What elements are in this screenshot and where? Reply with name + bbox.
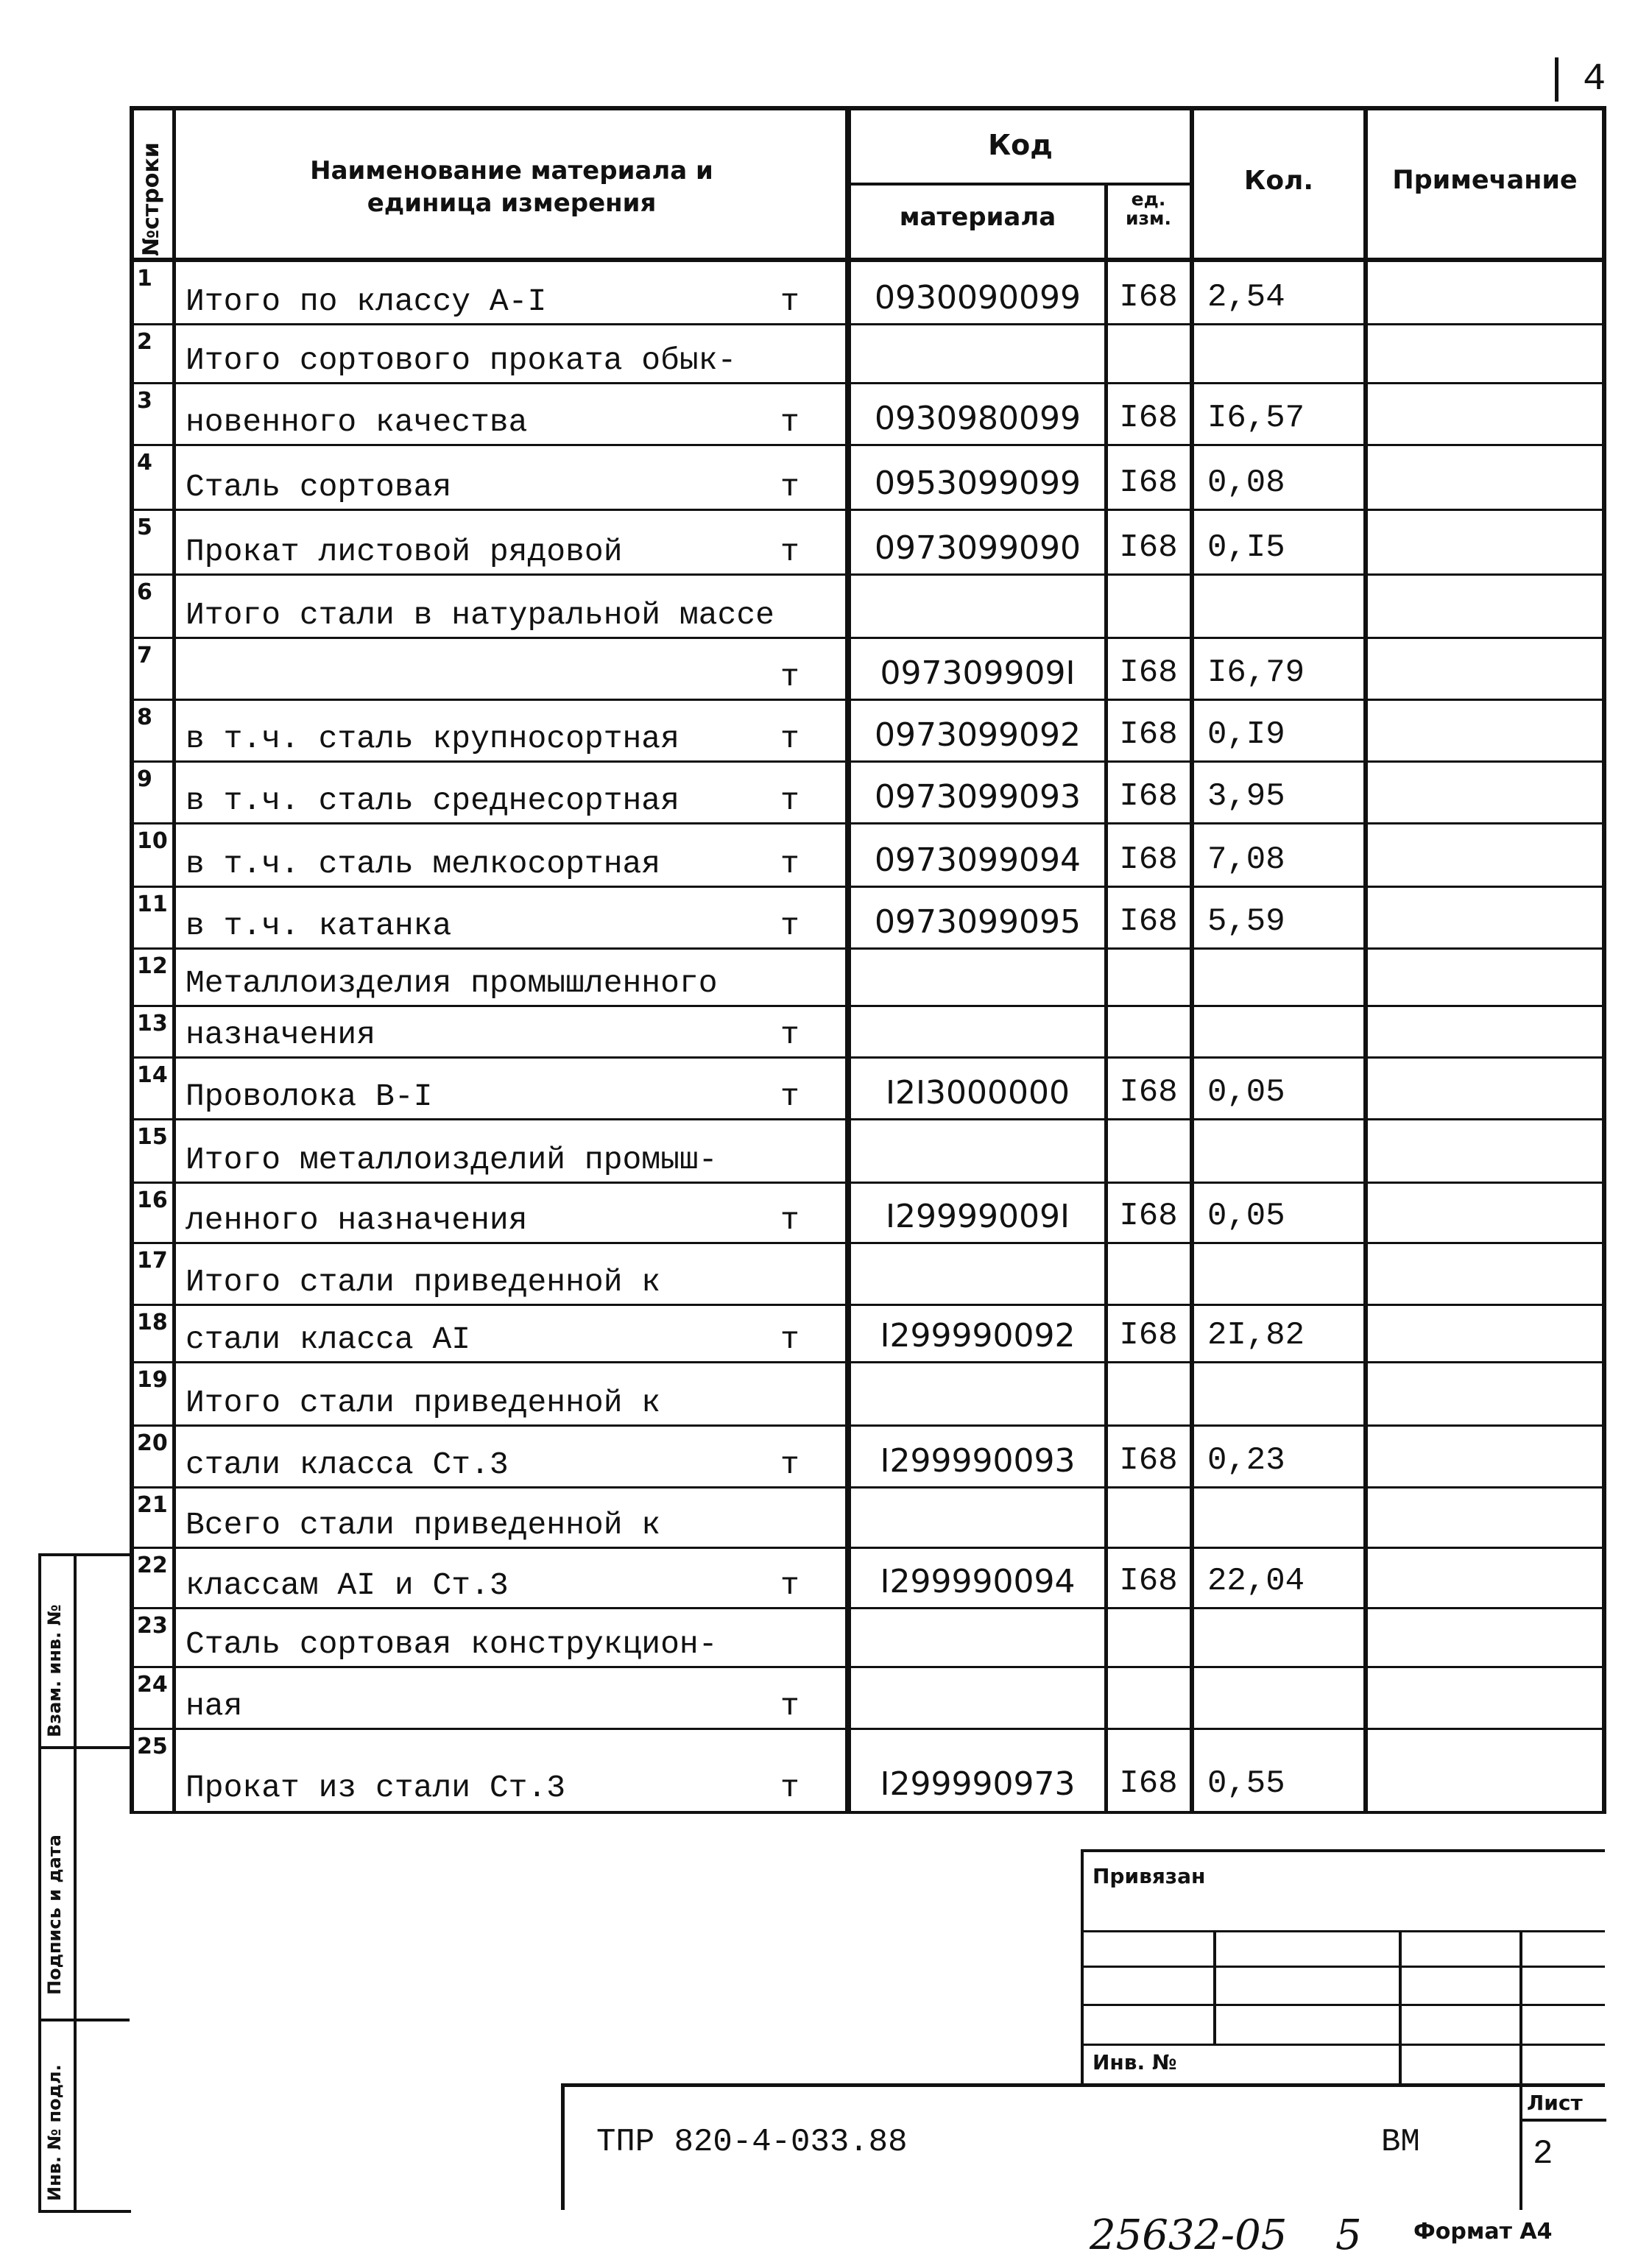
row-divider	[130, 886, 1606, 888]
row-number: 25	[137, 1734, 168, 1759]
privyazan-label: Привязан	[1092, 1864, 1206, 1888]
row-name: Итого металлоизделий промыш-	[186, 1142, 718, 1178]
row-number: 10	[137, 828, 168, 854]
row-number: 24	[137, 1672, 168, 1698]
row-unit-code: I68	[1119, 716, 1178, 753]
corner-mark: 4	[1583, 57, 1606, 101]
row-number: 15	[137, 1124, 168, 1150]
row-divider	[130, 382, 1606, 384]
row-number: 16	[137, 1187, 168, 1213]
row-divider	[130, 1607, 1606, 1609]
row-unit: т	[780, 659, 799, 695]
row-material-code: 0973099093	[875, 778, 1081, 816]
row-divider	[130, 1304, 1606, 1306]
row-material-code: I29999009I	[886, 1198, 1070, 1235]
row-number: 3	[137, 388, 152, 414]
row-material-code: 0930980099	[875, 400, 1081, 437]
row-name: стали класса АI	[186, 1321, 471, 1357]
row-unit-code: I68	[1119, 1198, 1178, 1235]
row-number: 8	[137, 705, 152, 730]
row-unit-code: I68	[1119, 1317, 1178, 1354]
row-unit: т	[780, 1688, 799, 1724]
row-number: 14	[137, 1062, 168, 1088]
code-material-header: материала	[899, 202, 1056, 232]
row-material-code: 0973099090	[875, 529, 1081, 567]
row-unit-code: I68	[1119, 654, 1178, 691]
row-number: 20	[137, 1430, 168, 1456]
row-unit: т	[780, 1321, 799, 1357]
row-name: Итого стали приведенной к	[186, 1264, 661, 1300]
row-divider	[130, 1547, 1606, 1549]
row-divider	[130, 1182, 1606, 1184]
row-unit: т	[780, 283, 799, 319]
row-material-code: 0973099094	[875, 841, 1081, 879]
row-name: Проволока В-I	[186, 1078, 433, 1115]
row-name: назначения	[186, 1017, 376, 1053]
sheet-label: Лист	[1527, 2091, 1583, 2115]
signature-date-label: Подпись и дата	[44, 1835, 65, 1995]
row-number: 5	[137, 515, 152, 540]
row-number: 23	[137, 1613, 168, 1639]
row-name: стали класса Ст.3	[186, 1447, 509, 1483]
row-quantity: 2,54	[1207, 279, 1285, 316]
row-divider	[130, 1242, 1606, 1244]
row-name: Итого стали приведенной к	[186, 1385, 661, 1421]
row-quantity: 2I,82	[1207, 1317, 1305, 1354]
row-unit-code: I68	[1119, 778, 1178, 815]
row-number: 11	[137, 891, 168, 917]
row-number: 4	[137, 450, 152, 476]
row-name: Итого по классу А-I	[186, 283, 547, 319]
row-name: в т.ч. сталь крупносортная	[186, 721, 679, 757]
row-material-code: I299990093	[880, 1442, 1076, 1480]
row-number: 6	[137, 579, 152, 605]
row-number: 13	[137, 1011, 168, 1037]
corner-bar	[1555, 57, 1559, 102]
name-column-header: Наименование материала и единица измерения	[310, 156, 713, 218]
sheet-mark: 5	[1335, 2211, 1362, 2259]
row-unit: т	[780, 1078, 799, 1115]
row-unit: т	[780, 469, 799, 505]
row-name: ленного назначения	[186, 1202, 528, 1238]
row-number: 18	[137, 1310, 168, 1335]
row-divider	[130, 1728, 1606, 1730]
row-unit: т	[780, 1017, 799, 1053]
row-unit-code: I68	[1119, 1765, 1178, 1802]
row-material-code: 0930090099	[875, 279, 1081, 317]
row-divider	[130, 760, 1606, 763]
row-unit: т	[780, 1447, 799, 1483]
row-divider	[130, 1361, 1606, 1363]
row-quantity: 22,04	[1207, 1563, 1305, 1600]
row-divider	[130, 573, 1606, 576]
row-divider	[130, 1424, 1606, 1427]
code-unit-header: ед. изм.	[1126, 188, 1171, 229]
row-unit-code: I68	[1119, 529, 1178, 566]
row-number: 17	[137, 1248, 168, 1274]
row-unit: т	[780, 846, 799, 882]
qty-column-header: Кол.	[1243, 166, 1314, 196]
row-quantity: 0,23	[1207, 1442, 1285, 1479]
row-quantity: I6,57	[1207, 400, 1305, 437]
row-material-code: I299990973	[880, 1765, 1076, 1803]
row-divider	[130, 947, 1606, 950]
row-quantity: 0,05	[1207, 1198, 1285, 1235]
row-number-header: №строки	[138, 142, 164, 256]
row-unit-code: I68	[1119, 1442, 1178, 1479]
row-name: Металлоизделия промышленного	[186, 965, 718, 1001]
row-quantity: I6,79	[1207, 654, 1305, 691]
document-code: ТПР 820-4-033.88	[596, 2124, 908, 2161]
row-divider	[130, 699, 1606, 701]
row-material-code: 0953099099	[875, 465, 1081, 502]
row-quantity: 0,55	[1207, 1765, 1285, 1802]
row-number: 1	[137, 266, 152, 292]
row-divider	[130, 637, 1606, 639]
row-unit-code: I68	[1119, 400, 1178, 437]
sheet-number: 2	[1533, 2135, 1553, 2173]
row-number: 7	[137, 643, 152, 668]
row-material-code: 0973099095	[875, 903, 1081, 941]
row-divider	[130, 1666, 1606, 1668]
row-divider	[130, 1486, 1606, 1489]
note-column-header: Примечание	[1392, 166, 1578, 195]
row-quantity: 3,95	[1207, 778, 1285, 815]
row-name: Итого сортового проката обык-	[186, 342, 737, 378]
row-unit: т	[780, 534, 799, 570]
row-number: 2	[137, 329, 152, 355]
row-unit-code: I68	[1119, 279, 1178, 316]
row-divider	[130, 1005, 1606, 1007]
inv-no-label: Инв. №	[1092, 2050, 1177, 2074]
row-name: классам АI и Ст.3	[186, 1567, 509, 1603]
format-label: Формат А4	[1413, 2219, 1553, 2245]
row-quantity: 0,I9	[1207, 716, 1285, 753]
row-name: Прокат листовой рядовой	[186, 534, 623, 570]
row-unit: т	[780, 783, 799, 819]
row-unit: т	[780, 404, 799, 440]
vzam-inv-label: Взам. инв. №	[44, 1604, 65, 1737]
row-name: Всего стали приведенной к	[186, 1507, 661, 1543]
row-unit-code: I68	[1119, 465, 1178, 501]
inv-podl-label: Инв. № подл.	[44, 2064, 65, 2201]
row-number: 22	[137, 1553, 168, 1578]
row-divider	[130, 1056, 1606, 1059]
row-unit: т	[780, 721, 799, 757]
row-divider	[130, 509, 1606, 511]
row-unit: т	[780, 1770, 799, 1806]
row-name: в т.ч. сталь мелкосортная	[186, 846, 661, 882]
row-unit-code: I68	[1119, 841, 1178, 878]
row-name: в т.ч. катанка	[186, 908, 452, 944]
row-name: Итого стали в натуральной массе	[186, 597, 774, 633]
row-unit-code: I68	[1119, 1074, 1178, 1111]
row-number: 21	[137, 1492, 168, 1518]
code-column-header: Код	[988, 129, 1053, 161]
row-unit: т	[780, 1202, 799, 1238]
row-name: Прокат из стали Ст.3	[186, 1770, 566, 1806]
row-quantity: 0,05	[1207, 1074, 1285, 1111]
row-name: Сталь сортовая конструкцион-	[186, 1626, 718, 1662]
row-quantity: 7,08	[1207, 841, 1285, 878]
row-material-code: I299990094	[880, 1563, 1076, 1600]
row-divider	[130, 1118, 1606, 1120]
document-type: ВМ	[1381, 2124, 1420, 2161]
row-name: в т.ч. сталь среднесортная	[186, 783, 679, 819]
row-divider	[130, 323, 1606, 325]
row-name: Сталь сортовая	[186, 469, 452, 505]
row-unit-code: I68	[1119, 903, 1178, 940]
row-material-code: I299990092	[880, 1317, 1076, 1355]
row-unit: т	[780, 1567, 799, 1603]
row-material-code: 0973099092	[875, 716, 1081, 754]
row-number: 12	[137, 953, 168, 979]
row-unit: т	[780, 908, 799, 944]
row-quantity: 0,I5	[1207, 529, 1285, 566]
row-material-code: 097309909I	[880, 654, 1076, 692]
row-divider	[130, 444, 1606, 446]
handwritten-number: 25632-05	[1090, 2211, 1288, 2259]
row-number: 19	[137, 1367, 168, 1393]
row-name: новенного качества	[186, 404, 528, 440]
row-number: 9	[137, 766, 152, 792]
row-quantity: 5,59	[1207, 903, 1285, 940]
row-name: ная	[186, 1688, 243, 1724]
row-unit-code: I68	[1119, 1563, 1178, 1600]
row-quantity: 0,08	[1207, 465, 1285, 501]
row-material-code: I2I3000000	[886, 1074, 1070, 1112]
row-divider	[130, 822, 1606, 824]
